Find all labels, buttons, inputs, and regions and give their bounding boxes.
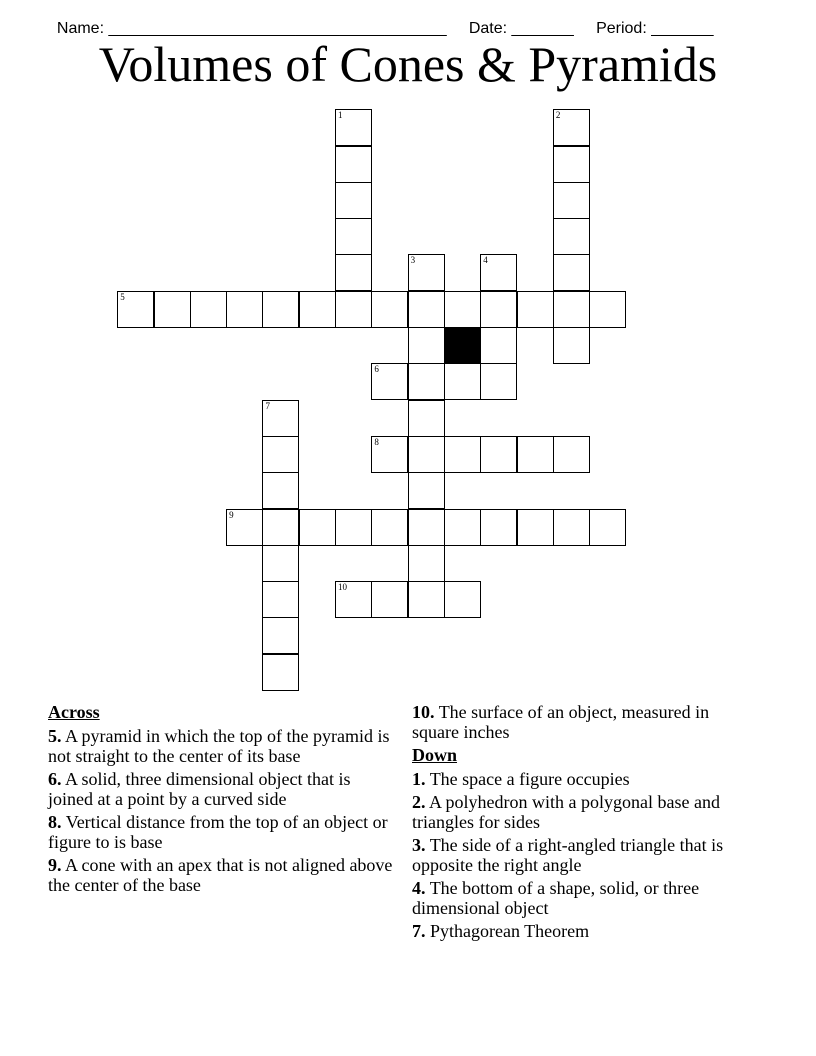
crossword-cell[interactable] (480, 509, 517, 546)
crossword-cell[interactable] (408, 509, 445, 546)
clue-across-8: 8. Vertical distance from the top of an object or figure to is base (48, 812, 388, 852)
crossword-cell[interactable] (299, 509, 336, 546)
clue-down-1: 1. The space a figure occupies (412, 769, 630, 789)
date-field-label: Date: _______ (468, 20, 574, 37)
clue-number: 1 (338, 110, 343, 121)
clue-number: 5 (120, 291, 125, 302)
crossword-cell[interactable] (371, 363, 408, 400)
crossword-cell[interactable] (262, 617, 299, 654)
crossword-cell[interactable] (517, 291, 554, 328)
crossword-cell[interactable] (335, 581, 372, 618)
crossword-cell[interactable] (371, 509, 408, 546)
crossword-cell[interactable] (553, 436, 590, 473)
clue-number: 10 (338, 582, 348, 593)
crossword-cell[interactable] (335, 182, 372, 219)
crossword-cell[interactable] (444, 509, 481, 546)
crossword-cell[interactable] (408, 363, 445, 400)
crossword-cell[interactable] (262, 545, 299, 582)
crossword-cell[interactable] (553, 509, 590, 546)
crossword-cell[interactable] (262, 509, 299, 546)
crossword-cell[interactable] (408, 436, 445, 473)
crossword-cell[interactable] (226, 291, 263, 328)
clue-number: 6 (374, 364, 379, 375)
crossword-cell[interactable] (553, 109, 590, 146)
crossword-cell[interactable] (408, 327, 445, 364)
crossword-cell[interactable] (154, 291, 191, 328)
crossword-cell[interactable] (444, 581, 481, 618)
clues-right-column (412, 702, 757, 944)
across-heading: Across (48, 702, 100, 722)
crossword-cell[interactable] (335, 146, 372, 183)
clue-number: 4 (483, 255, 488, 266)
crossword-cell[interactable] (553, 182, 590, 219)
crossword-cell[interactable] (262, 654, 299, 691)
crossword-cell[interactable] (262, 291, 299, 328)
clue-down-4: 4. The bottom of a shape, solid, or three dimensional object (412, 878, 700, 918)
crossword-cell[interactable] (190, 291, 227, 328)
clues-left-column (48, 702, 398, 898)
clue-across-6: 6. A solid, three dimensional object that is joined at a point by a curved side (48, 769, 351, 809)
name-field-label: Name: ______________________________________ (56, 20, 447, 37)
crossword-cell[interactable] (444, 363, 481, 400)
crossword-cell[interactable] (553, 327, 590, 364)
crossword-cell[interactable] (408, 472, 445, 509)
crossword-cell[interactable] (480, 436, 517, 473)
crossword-cell[interactable] (371, 581, 408, 618)
crossword-cell[interactable] (553, 218, 590, 255)
crossword-cell[interactable] (408, 400, 445, 437)
crossword-cell[interactable] (335, 509, 372, 546)
crossword-cell[interactable] (480, 327, 517, 364)
crossword-cell[interactable] (517, 436, 554, 473)
crossword-cell[interactable] (335, 291, 372, 328)
blocked-cell (444, 327, 481, 364)
crossword-cell[interactable] (299, 291, 336, 328)
crossword-cell[interactable] (480, 363, 517, 400)
clue-number: 7 (265, 400, 270, 411)
crossword-cell[interactable] (517, 509, 554, 546)
clue-number: 9 (229, 509, 234, 520)
crossword-cell[interactable] (226, 509, 263, 546)
clue-down-2: 2. A polyhedron with a polygonal base and triangles for sides (412, 792, 720, 832)
crossword-cell[interactable] (371, 436, 408, 473)
period-field-label: Period: _______ (596, 20, 714, 37)
crossword-cell[interactable] (480, 254, 517, 291)
crossword-cell[interactable] (117, 291, 154, 328)
crossword-cell[interactable] (408, 581, 445, 618)
down-heading: Down (412, 745, 458, 765)
clue-across-10: 10. The surface of an object, measured in square inches (412, 702, 710, 742)
crossword-cell[interactable] (480, 291, 517, 328)
clue-down-7: 7. Pythagorean Theorem (412, 921, 590, 941)
clue-number: 8 (374, 436, 379, 447)
crossword-cell[interactable] (262, 581, 299, 618)
crossword-cell[interactable] (262, 472, 299, 509)
clue-number: 3 (410, 255, 416, 266)
crossword-cell[interactable] (589, 291, 626, 328)
clue-number: 2 (555, 110, 561, 121)
crossword-cell[interactable] (408, 291, 445, 328)
crossword-cell[interactable] (553, 146, 590, 183)
crossword-cell[interactable] (262, 400, 299, 437)
page-title: Volumes of Cones & Pyramids (98, 36, 718, 92)
clue-down-3: 3. The side of a right-angled triangle that is opposite the right angle (412, 835, 724, 875)
crossword-cell[interactable] (335, 254, 372, 291)
crossword-cell[interactable] (408, 254, 445, 291)
clue-across-9: 9. A cone with an apex that is not aligned above the center of the base (48, 855, 393, 895)
crossword-cell[interactable] (444, 436, 481, 473)
crossword-cell[interactable] (553, 291, 590, 328)
crossword-cell[interactable] (553, 254, 590, 291)
crossword-cell[interactable] (444, 291, 481, 328)
crossword-cell[interactable] (262, 436, 299, 473)
clue-across-5: 5. A pyramid in which the top of the pyramid is not straight to the center of its base (48, 726, 390, 766)
crossword-cell[interactable] (408, 545, 445, 582)
crossword-cell[interactable] (335, 109, 372, 146)
crossword-cell[interactable] (335, 218, 372, 255)
crossword-cell[interactable] (371, 291, 408, 328)
crossword-cell[interactable] (589, 509, 626, 546)
